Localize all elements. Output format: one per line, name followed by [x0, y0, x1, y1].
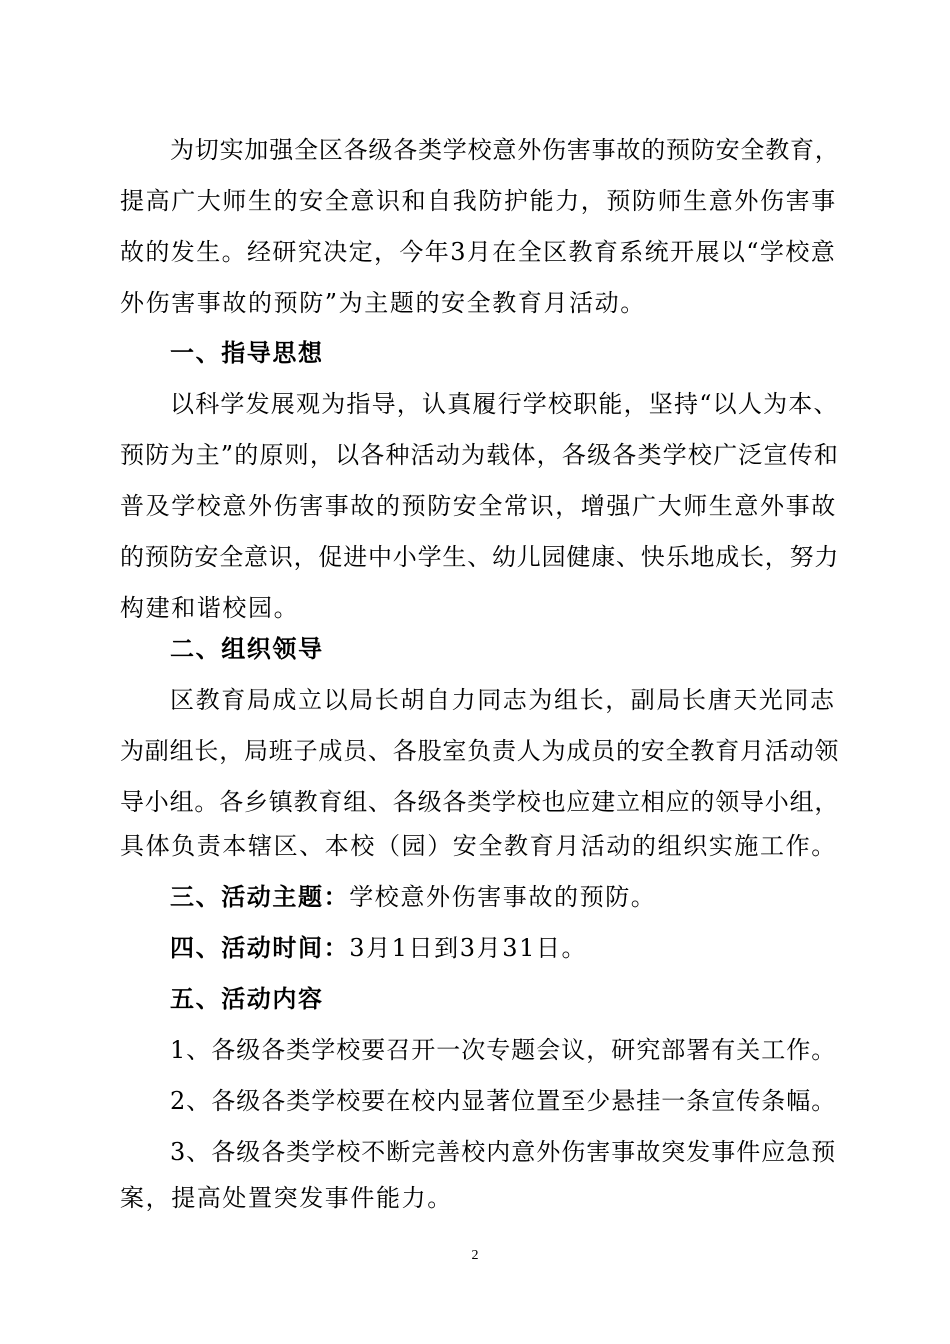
section4-line — [170, 933, 840, 963]
section2-line-3: 导小组。各乡镇教育组、各级各类学校也应建立相应的领导小组， — [120, 788, 840, 816]
section1-heading: 一、指导思想 — [170, 339, 324, 367]
section4-text: 3月1日到3月31日。 — [349, 934, 588, 962]
section3-label: 三、活动主题： — [170, 883, 350, 911]
section4-label: 四、活动时间： — [170, 934, 350, 962]
section2-heading: 二、组织领导 — [170, 635, 324, 663]
section2-line-2: 为副组长，局班子成员、各股室负责人为成员的安全教育月活动领 — [120, 737, 840, 765]
section1-line-3: 普及学校意外伤害事故的预防安全常识，增强广大师生意外事故 — [120, 492, 837, 520]
page-number: 2 — [471, 1248, 479, 1263]
section3-line — [170, 882, 840, 912]
intro-line-3: 故的发生。经研究决定，今年3月在全区教育系统开展以“学校意 — [120, 238, 837, 266]
section5-item-2: 2、各级各类学校要在校内显著位置至少悬挂一条宣传条幅。 — [170, 1087, 837, 1115]
section1-line-4: 的预防安全意识，促进中小学生、幼儿园健康、快乐地成长，努力 — [120, 543, 840, 571]
section3-text: 学校意外伤害事故的预防。 — [349, 883, 657, 911]
section5-heading: 五、活动内容 — [170, 985, 324, 1013]
section2-line-1: 区教育局成立以局长胡自力同志为组长，副局长唐天光同志 — [170, 686, 836, 714]
section2-line-4: 具体负责本辖区、本校（园）安全教育月活动的组织实施工作。 — [120, 832, 837, 860]
intro-line-2: 提高广大师生的安全意识和自我防护能力，预防师生意外伤害事 — [120, 187, 837, 215]
section1-line-2: 预防为主”的原则，以各种活动为载体，各级各类学校广泛宣传和 — [120, 441, 840, 469]
section5-item-1: 1、各级各类学校要召开一次专题会议，研究部署有关工作。 — [170, 1036, 837, 1064]
section5-item-3: 3、各级各类学校不断完善校内意外伤害事故突发事件应急预 — [170, 1138, 837, 1166]
section5-item-3-cont: 案，提高处置突发事件能力。 — [120, 1184, 453, 1212]
intro-line-4: 外伤害事故的预防”为主题的安全教育月活动。 — [120, 289, 646, 317]
section1-line-1: 以科学发展观为指导，认真履行学校职能，坚持“以人为本、 — [170, 390, 839, 418]
section1-line-5: 构建和谐校园。 — [120, 594, 300, 622]
intro-line-1: 为切实加强全区各级各类学校意外伤害事故的预防安全教育， — [170, 136, 840, 164]
